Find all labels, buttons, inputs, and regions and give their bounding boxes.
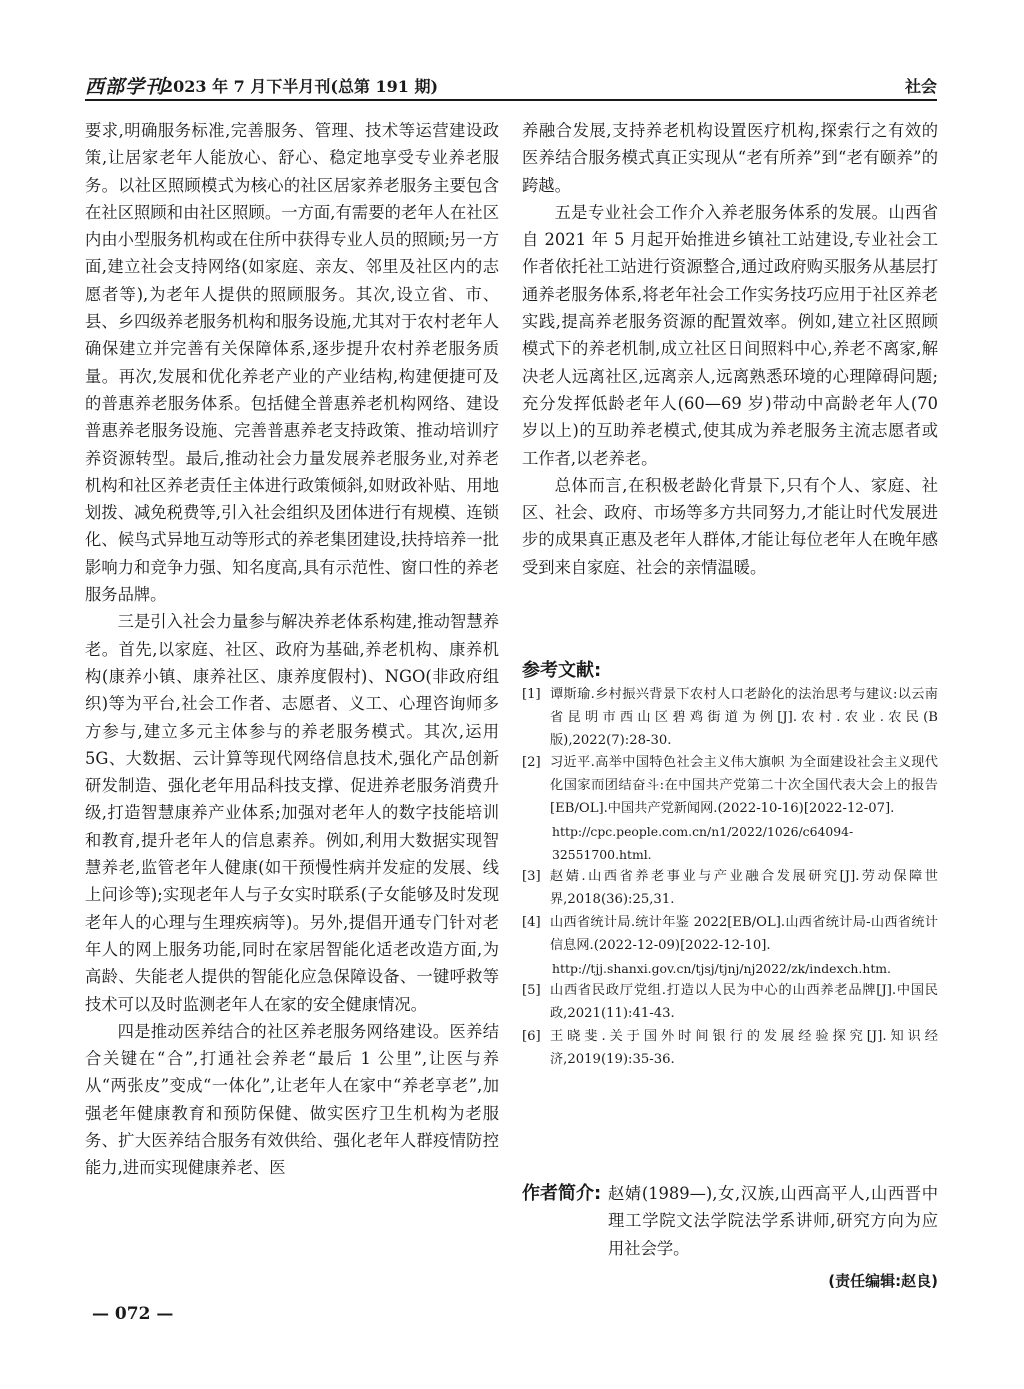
- reference-text: [550, 1026, 938, 1072]
- reference-number: [1]: [522, 687, 541, 702]
- author-bio-label: 作者简介:: [522, 1183, 602, 1204]
- reference-citation: 赵婧.山西省养老事业与产业融合发展研究[J].劳动保障世界,2018(36):25,31.: [550, 869, 938, 908]
- reference-item: [522, 980, 938, 1026]
- reference-url[interactable]: http://cpc.people.com.cn/n1/2022/1026/c64094-32551700.html.: [552, 823, 854, 862]
- header-divider: [85, 99, 937, 101]
- reference-text: [550, 866, 938, 912]
- body-paragraph: 三是引入社会力量参与解决养老体系构建,推动智慧养老。首先,以家庭、社区、政府为基础,养老机构、康养机构(康养小镇、康养社区、康养度假村)、NGO(非政府组织)等为平台,社会工作者、志愿者、义工、心理咨询师多方参与,建立多元主体参与的养老服务模式。其次,运用 5G、大数据、云计算等现代网络信息技术,强化产品创新研发制造、强化老年用品科技支撑、促进养老服务消费升级,打造智慧康养产业体系;加强对老年人的数字技能培训和教育,提升老年人的信息素养。例如,利用大数据实现智慧养老,监管老年人健康(如干预慢性病并发症的发展、线上问诊等);实现老年人与子女实时联系(子女能够及时发现老年人的心理与生理疾病等)。另外,提倡开通专门针对老年人的网上服务功能,同时在家居智能化适老改造方面,为高龄、失能老人提供的智能化应急保障设备、一键呼救等技术可以及时监测老年人在家的安全健康情况。: [85, 612, 499, 1014]
- reference-item: [522, 684, 938, 752]
- reference-number: [3]: [522, 869, 541, 885]
- page-header: [85, 70, 937, 100]
- references-title: 参考文献:: [522, 660, 602, 681]
- reference-text: [550, 684, 938, 752]
- page-number: — 072 —: [92, 1304, 174, 1324]
- reference-citation: 谭斯瑜.乡村振兴背景下农村人口老龄化的法治思考与建议:以云南省昆明市西山区碧鸡街道为例[J].农村.农业.农民(B 版),2022(7):28-30.: [550, 687, 938, 748]
- reference-text: [550, 980, 938, 1026]
- body-paragraph: 总体而言,在积极老龄化背景下,只有个人、家庭、社区、社会、政府、市场等多方共同努力,才能让时代发展进步的成果真正惠及老年人群体,才能让每位老年人在晚年感受到来自家庭、社会的亲情温暖。: [522, 475, 938, 577]
- reference-number: [6]: [522, 1028, 541, 1044]
- references-list: [522, 684, 938, 1072]
- body-paragraph: 养融合发展,支持养老机构设置医疗机构,探索行之有效的医养结合服务模式真正实现从“老有所养”到“老有颐养”的跨越。: [522, 121, 938, 195]
- reference-item: [522, 912, 938, 980]
- section-name: 社会: [904, 77, 937, 96]
- reference-citation: 习近平.高举中国特色社会主义伟大旗帜 为全面建设社会主义现代化国家而团结奋斗:在中国共产党第二十次全国代表大会上的报告[EB/OL].中国共产党新闻网.(2022-10-16)[2022-12-07].: [550, 755, 938, 816]
- reference-item: [522, 866, 938, 912]
- journal-logo: 西部学刊: [85, 76, 166, 98]
- issue-info: 2023 年 7 月下半月刊(总第 191 期): [162, 77, 439, 96]
- reference-text: [550, 912, 938, 980]
- reference-citation: 王晓斐.关于国外时间银行的发展经验探究[J].知识经济,2019(19):35-36.: [550, 1028, 938, 1067]
- reference-number: [2]: [522, 755, 541, 771]
- reference-item: [522, 1026, 938, 1072]
- reference-item: [522, 752, 938, 866]
- reference-text: [550, 752, 938, 866]
- author-bio-text: 赵婧(1989—),女,汉族,山西高平人,山西晋中理工学院文法学院法学系讲师,研究方向为应用社会学。: [608, 1184, 938, 1258]
- left-column: [85, 117, 499, 1182]
- responsible-editor: (责任编辑:赵良): [828, 1272, 938, 1290]
- body-paragraph: 要求,明确服务标准,完善服务、管理、技术等运营建设政策,让居家老年人能放心、舒心、稳定地享受专业养老服务。以社区照顾模式为核心的社区居家养老服务主要包含在社区照顾和由社区照顾。一方面,有需要的老年人在社区内由小型服务机构或在住所中获得专业人员的照顾;另一方面,建立社会支持网络(如家庭、亲友、邻里及社区内的志愿者等),为老年人提供的照顾服务。其次,设立省、市、县、乡四级养老服务机构和服务设施,尤其对于农村老年人确保建立并完善有关保障体系,逐步提升农村养老服务质量。再次,发展和优化养老产业的产业结构,构建便捷可及的普惠养老服务体系。包括健全普惠养老机构网络、建设普惠养老服务设施、完善普惠养老支持政策、推动培训疗养资源转型。最后,推动社会力量发展养老服务业,对养老机构和社区养老责任主体进行政策倾斜,如财政补贴、用地划拨、减免税费等,引入社会组织及团体进行有规模、连锁化、候鸟式异地互动等形式的养老集团建设,扶持培养一批影响力和竞争力强、知名度高,具有示范性、窗口性的养老服务品牌。: [85, 121, 499, 605]
- body-paragraph: 四是推动医养结合的社区养老服务网络建设。医养结合关键在“合”,打通社会养老“最后 1 公里”,让医与养从“两张皮”变成“一体化”,让老年人在家中“养老享老”,加强老年健康教育和预防保健、做实医疗卫生机构为老服务、扩大医养结合服务有效供给、强化老年人群疫情防控能力,进而实现健康养老、医: [85, 1021, 499, 1178]
- reference-citation: 山西省统计局.统计年鉴 2022[EB/OL].山西省统计局-山西省统计信息网.(2022-12-09)[2022-12-10].: [550, 914, 938, 953]
- reference-number: [5]: [522, 983, 541, 999]
- reference-url[interactable]: http://tjj.shanxi.gov.cn/tjsj/tjnj/nj2022/zk/indexch.htm.: [552, 960, 891, 976]
- body-paragraph: 五是专业社会工作介入养老服务体系的发展。山西省自 2021 年 5 月起开始推进乡镇社工站建设,专业社会工作者依托社工站进行资源整合,通过政府购买服务从基层打通养老服务体系,将老年社会工作实务技巧应用于社区养老实践,提高养老服务资源的配置效率。例如,建立社区照顾模式下的养老机制,成立社区日间照料中心,养老不离家,解决老人远离社区,远离亲人,远离熟悉环境的心理障碍问题;充分发挥低龄老年人(60—69 岁)带动中高龄老年人(70 岁以上)的互助养老模式,使其成为养老服务主流志愿者或工作者,以老养老。: [522, 202, 938, 468]
- reference-citation: 山西省民政厅党组.打造以人民为中心的山西养老品牌[J].中国民政,2021(11):41-43.: [550, 983, 938, 1022]
- right-column: [522, 117, 938, 581]
- reference-number: [4]: [522, 914, 541, 930]
